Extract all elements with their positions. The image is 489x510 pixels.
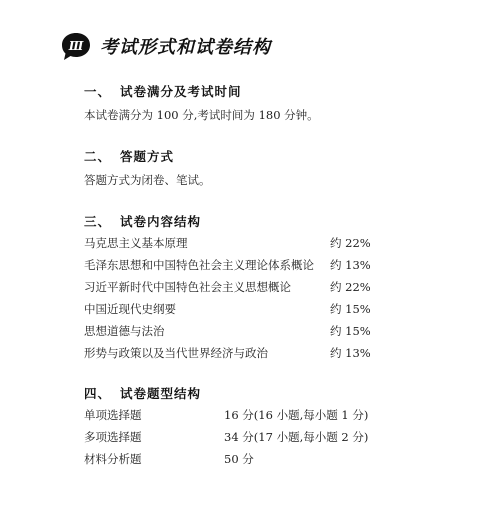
question-type-score: 34 分(17 小题,每小题 2 分) (224, 430, 369, 444)
page-title: 考试形式和试卷结构 (100, 37, 271, 58)
content-item-name: 毛泽东思想和中国特色社会主义理论体系概论 (84, 258, 314, 272)
section-text: 答题方式为闭卷、笔试。 (84, 173, 211, 187)
question-type-name: 材料分析题 (84, 452, 142, 466)
content-item-percent: 约 15% (330, 324, 371, 338)
section-title: 答题方式 (120, 149, 175, 164)
content-item-percent: 约 13% (330, 258, 371, 272)
section-exam-score-time (84, 82, 319, 123)
question-type-name: 多项选择题 (84, 430, 142, 444)
content-item-name: 中国近现代史纲要 (84, 302, 176, 316)
section-title: 试卷内容结构 (120, 214, 202, 229)
svg-text:Ⅲ: Ⅲ (68, 39, 84, 53)
question-type-name: 单项选择题 (84, 408, 142, 422)
content-item-name: 习近平新时代中国特色社会主义思想概论 (84, 280, 291, 294)
section-content-structure (84, 212, 201, 230)
section-number: 一、 (84, 84, 112, 99)
content-item-name: 思想道德与法治 (84, 324, 165, 338)
section-title: 试卷满分及考试时间 (120, 84, 242, 99)
content-item-percent: 约 22% (330, 280, 371, 294)
section-number: 三、 (84, 214, 112, 229)
question-type-score: 16 分(16 小题,每小题 1 分) (224, 408, 369, 422)
section-badge-icon (60, 31, 92, 61)
page-header (60, 26, 271, 66)
section-heading (84, 212, 201, 230)
section-title: 试卷题型结构 (120, 386, 202, 401)
section-answer-method (84, 147, 211, 188)
section-heading (84, 147, 211, 165)
content-item-percent: 约 15% (330, 302, 371, 316)
content-item-name: 马克思主义基本原理 (84, 236, 188, 250)
section-text: 本试卷满分为 100 分,考试时间为 180 分钟。 (84, 108, 319, 122)
question-type-score: 50 分 (224, 452, 254, 466)
section-question-types (84, 384, 201, 402)
content-item-name: 形势与政策以及当代世界经济与政治 (84, 346, 268, 360)
section-heading (84, 82, 319, 100)
content-item-percent: 约 13% (330, 346, 371, 360)
section-number: 四、 (84, 386, 112, 401)
section-number: 二、 (84, 149, 112, 164)
content-item-percent: 约 22% (330, 236, 371, 250)
section-heading (84, 384, 201, 402)
